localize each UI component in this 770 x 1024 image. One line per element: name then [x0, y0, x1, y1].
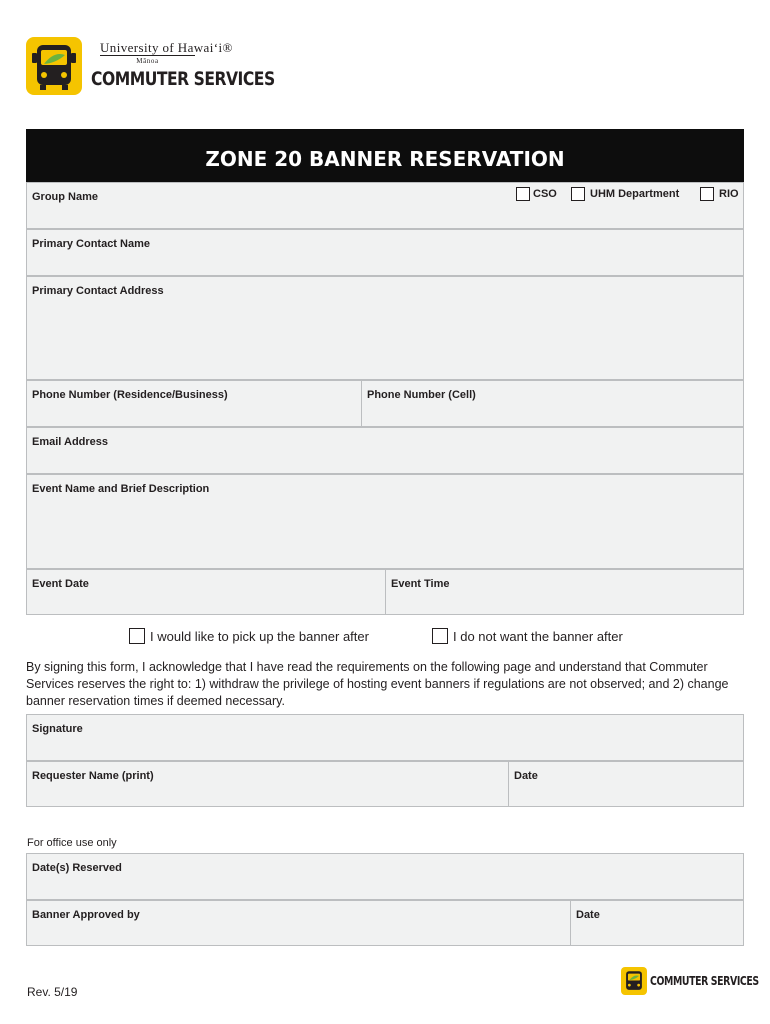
primary-contact-address-field[interactable] [26, 276, 744, 380]
university-name: University of Hawai‘i® [100, 40, 233, 55]
requester-name-field[interactable] [26, 761, 509, 807]
signature-field[interactable] [26, 714, 744, 761]
rio-label: RIO [719, 188, 739, 200]
primary-contact-name-label: Primary Contact Name [32, 238, 150, 250]
acknowledgement-text: By signing this form, I acknowledge that I have read the requirements on the following page and understand that Commuter Services reserves the right to: 1) withdraw the privilege of hosting event banners if regulations are not observed; and 2) change banner reservation times if deemed necessary. [26, 660, 729, 708]
revision-text: Rev. 5/19 [27, 985, 78, 999]
approved-by-field[interactable] [26, 900, 571, 946]
event-time-field[interactable] [385, 569, 744, 615]
pickup-checkbox[interactable] [129, 628, 145, 644]
event-name-label: Event Name and Brief Description [32, 483, 210, 495]
email-field[interactable] [26, 427, 744, 474]
primary-contact-address-label: Primary Contact Address [32, 285, 164, 297]
uhm-department-checkbox[interactable] [571, 187, 585, 201]
footer-brand: COMMUTER SERVICES [650, 974, 759, 988]
campus-name: Mānoa [100, 55, 195, 65]
uhm-department-label: UHM Department [590, 188, 680, 200]
phone-residence-field[interactable] [26, 380, 362, 427]
bus-logo-small-icon [621, 967, 647, 995]
event-name-field[interactable] [26, 474, 744, 569]
event-date-field[interactable] [26, 569, 386, 615]
primary-contact-name-field[interactable] [26, 229, 744, 276]
signature-label: Signature [32, 723, 83, 735]
phone-cell-label: Phone Number (Cell) [367, 389, 476, 401]
group-name-label: Group Name [32, 191, 99, 203]
office-use-heading: For office use only [27, 837, 117, 849]
cso-checkbox[interactable] [516, 187, 530, 201]
office-date-field[interactable] [570, 900, 744, 946]
dates-reserved-label: Date(s) Reserved [32, 862, 122, 874]
cso-label: CSO [533, 188, 557, 200]
event-time-label: Event Time [391, 578, 450, 590]
no-pickup-checkbox[interactable] [432, 628, 448, 644]
requester-date-label: Date [514, 770, 538, 782]
phone-residence-label: Phone Number (Residence/Business) [32, 389, 228, 401]
form-title: ZONE 20 BANNER RESERVATION [26, 129, 744, 182]
office-date-label: Date [576, 909, 600, 921]
requester-name-label: Requester Name (print) [32, 770, 154, 782]
bus-logo-icon [26, 37, 82, 95]
no-pickup-label: I do not want the banner after [453, 629, 623, 644]
event-date-label: Event Date [32, 578, 89, 590]
rio-checkbox[interactable] [700, 187, 714, 201]
pickup-label: I would like to pick up the banner after [150, 629, 369, 644]
phone-cell-field[interactable] [361, 380, 744, 427]
department-name: COMMUTER SERVICES [91, 68, 275, 90]
requester-date-field[interactable] [508, 761, 744, 807]
dates-reserved-field[interactable] [26, 853, 744, 900]
approved-by-label: Banner Approved by [32, 909, 140, 921]
email-label: Email Address [32, 436, 109, 448]
